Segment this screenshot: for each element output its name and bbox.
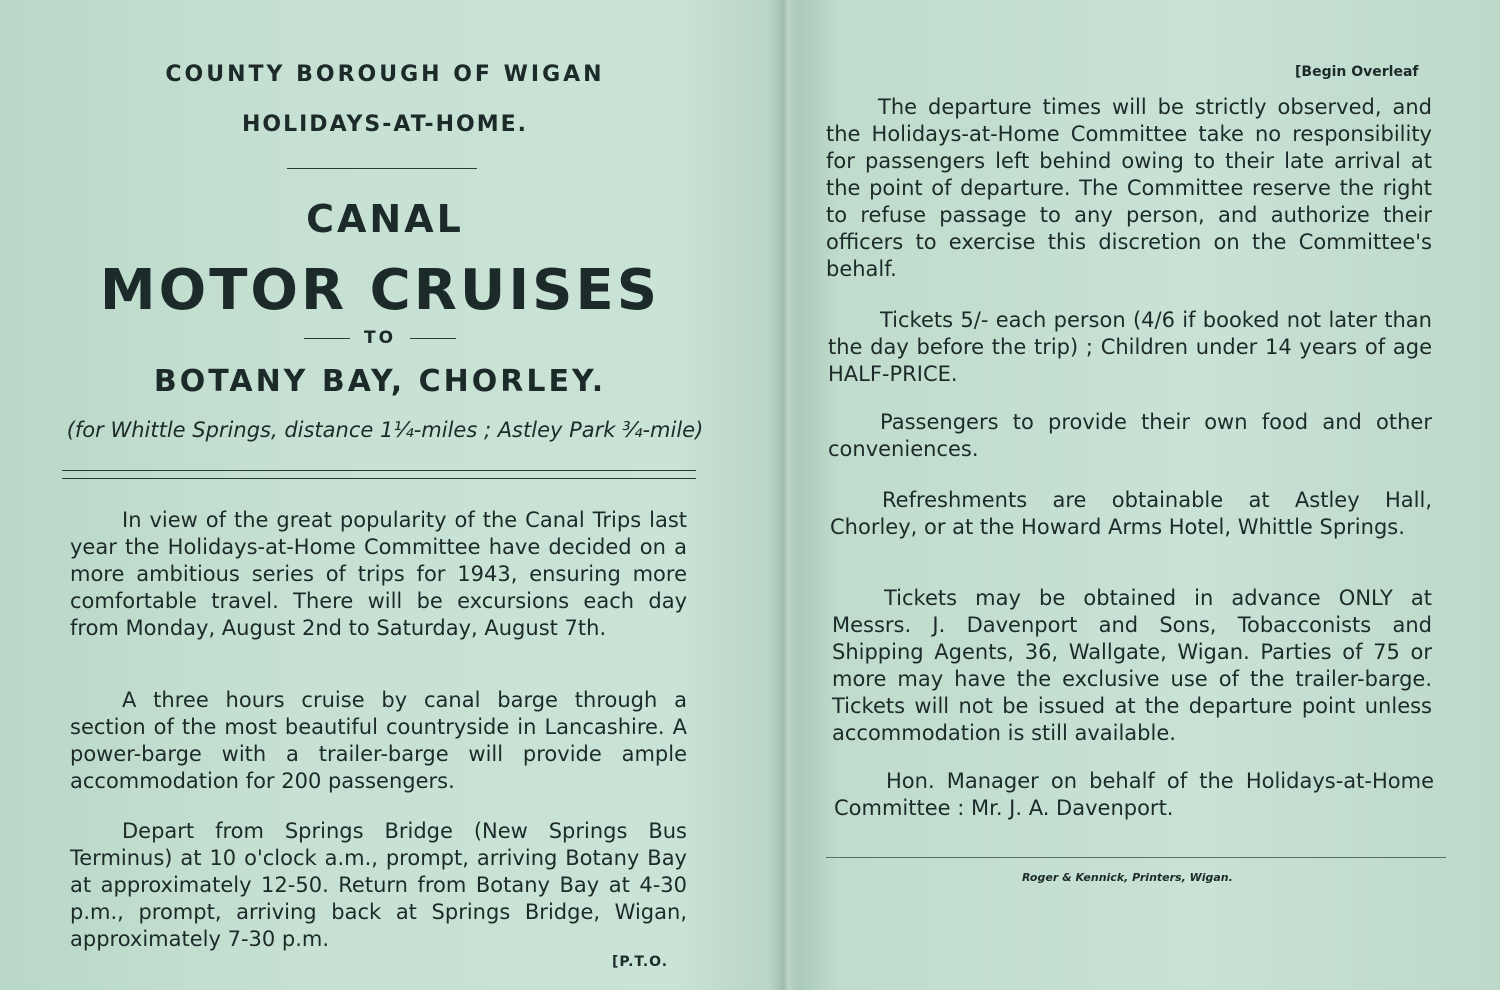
food-paragraph: Passengers to provide their own food and other conveniences. — [828, 410, 1432, 461]
header-borough: COUNTY BOROUGH OF WIGAN — [165, 62, 605, 87]
to-dash-right — [410, 338, 456, 339]
to-row — [0, 328, 760, 348]
header-holidays: HOLIDAYS-AT-HOME. — [241, 112, 529, 137]
page-fold — [770, 0, 800, 990]
cruise-paragraph: A three hours cruise by canal barge through a section of the most beautiful countryside in Lancashire. A power-barge with a trailer-barge will provide ample accommodation for 200 passengers. — [70, 688, 687, 793]
title-canal: CANAL — [306, 197, 464, 241]
short-divider — [287, 168, 477, 169]
double-rule-bottom — [62, 478, 696, 479]
tickets-price-paragraph: Tickets 5/- each person (4/6 if booked not later than the day before the trip) ; Children under 14 years of age HALF-PRICE. — [828, 308, 1432, 386]
begin-overleaf-note: [Begin Overleaf — [1295, 64, 1419, 80]
destination-title: BOTANY BAY, CHORLEY. — [153, 364, 607, 399]
manager-paragraph: Hon. Manager on behalf of the Holidays-at-Home Committee : Mr. J. A. Davenport. — [834, 769, 1434, 820]
refreshments-paragraph: Refreshments are obtainable at Astley Hall, Chorley, or at the Howard Arms Hotel, Whittle Springs. — [830, 488, 1432, 539]
intro-paragraph: In view of the great popularity of the Canal Trips last year the Holidays-at-Home Committee have decided on a more ambitious series of trips for 1943, ensuring more comfortable travel. There will be excursions each day from Monday, August 2nd to Saturday, August 7th. — [70, 508, 687, 640]
departure-times-paragraph: The departure times will be strictly observed, and the Holidays-at-Home Committee take no responsibility for passengers left behind owing to their late arrival at the point of departure. The Committee reserve the right to refuse passage to any person, and authorize their officers to exercise this discretion on the Committee's behalf. — [826, 95, 1432, 281]
printer-divider — [826, 857, 1446, 858]
departure-paragraph: Depart from Springs Bridge (New Springs Bus Terminus) at 10 o'clock a.m., prompt, arriving Botany Bay at approximately 12-50. Return from Botany Bay at 4-30 p.m., prompt, arriving back at Springs Bridge, Wigan, approximately 7-30 p.m. — [70, 819, 687, 951]
pto-note: [P.T.O. — [612, 954, 669, 970]
title-to: TO — [363, 328, 397, 348]
tickets-advance-paragraph: Tickets may be obtained in advance ONLY at Messrs. J. Davenport and Sons, Tobacconists and Shipping Agents, 36, Wallgate, Wigan. Parties of 75 or more may have the exclusive use of the trailer-barge. Tickets will not be issued at the departure point unless accommodation is still available. — [832, 586, 1432, 745]
printer-imprint: Roger & Kennick, Printers, Wigan. — [1022, 871, 1233, 884]
double-rule-top — [62, 470, 696, 471]
distance-subtitle: (for Whittle Springs, distance 1¼-miles ; Astley Park ¾-mile) — [66, 418, 704, 442]
to-dash-left — [304, 338, 350, 339]
title-motor-cruises: MOTOR CRUISES — [99, 258, 661, 323]
